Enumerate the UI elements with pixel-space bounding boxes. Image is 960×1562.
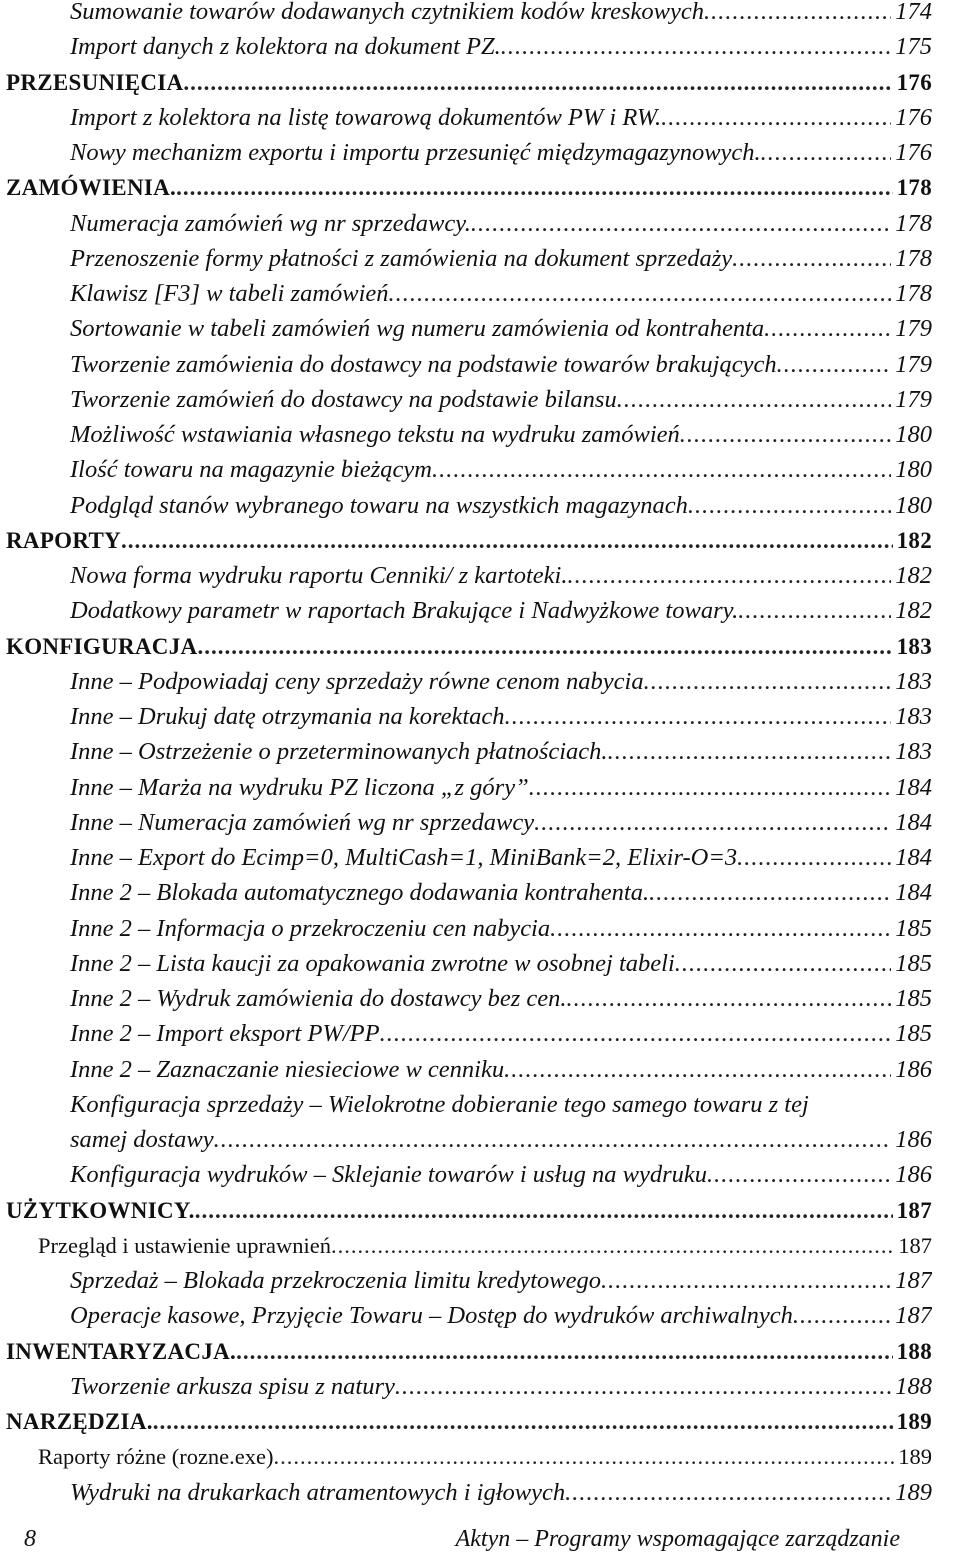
toc-entry[interactable] <box>0 1052 960 1087</box>
toc-entry[interactable] <box>0 276 960 311</box>
toc-leader-dots <box>675 946 891 981</box>
toc-entry[interactable] <box>0 206 960 241</box>
toc-entry-title: Przegląd i ustawienie uprawnień <box>38 1232 332 1258</box>
toc-entry[interactable] <box>0 946 960 981</box>
toc-leader-dots <box>121 523 893 558</box>
toc-entry-title: Inne 2 – Import eksport PW/PP <box>70 1020 380 1048</box>
toc-section-entry[interactable] <box>0 523 960 558</box>
toc-entry-page: 176 <box>895 139 932 166</box>
toc-leader-dots <box>153 1404 893 1439</box>
toc-leader-dots <box>688 488 891 523</box>
toc-entry-page: 184 <box>895 879 932 907</box>
toc-entry-page: 185 <box>895 1020 932 1048</box>
toc-entry-page: 179 <box>895 385 932 413</box>
toc-entry-page: 184 <box>895 844 932 871</box>
toc-leader-dots <box>183 65 892 100</box>
toc-leader-dots <box>529 770 892 805</box>
toc-entry-title: Sprzedaż – Blokada przekroczenia limitu kredytowego <box>70 1267 601 1294</box>
toc-entry-page: 179 <box>895 350 932 378</box>
toc-entry-title: RAPORTY <box>6 527 122 553</box>
toc-entry-title: Nowy mechanizm exportu i importu przesunięć międzymagazynowych. <box>70 139 761 166</box>
toc-leader-dots <box>395 1369 891 1404</box>
toc-leader-dots <box>680 417 891 452</box>
toc-entry-page: 185 <box>895 985 932 1012</box>
toc-leader-dots <box>777 347 892 382</box>
toc-entry-title: Inne 2 – Zaznaczanie niesieciowe w cenniku <box>70 1055 505 1083</box>
toc-leader-dots <box>601 1263 891 1298</box>
toc-entry[interactable] <box>0 452 960 487</box>
toc-entry-title: Inne 2 – Wydruk zamówienia do dostawcy bez cen. <box>70 985 567 1012</box>
toc-entry-page: 180 <box>895 421 932 448</box>
toc-leader-dots <box>432 452 891 487</box>
toc-entry-title: Ilość towaru na magazynie bieżącym <box>70 456 432 484</box>
toc-entry-page: 186 <box>895 1161 932 1189</box>
toc-leader-dots <box>504 1052 891 1087</box>
toc-entry[interactable] <box>0 1369 960 1404</box>
toc-entry-page: 182 <box>895 597 932 625</box>
toc-entry-page: 182 <box>895 562 932 589</box>
toc-entry-page: 176 <box>895 103 932 131</box>
toc-entry-page: 180 <box>895 456 932 484</box>
toc-leader-dots <box>608 734 892 769</box>
toc-section-entry[interactable] <box>0 1193 960 1228</box>
toc-entry[interactable] <box>0 911 960 946</box>
toc-leader-dots <box>661 100 891 135</box>
toc-entry-page: 185 <box>895 914 932 942</box>
toc-entry-title: samej dostawy <box>70 1126 214 1153</box>
toc-entry-title: Tworzenie zamówienia do dostawcy na podstawie towarów brakujących <box>70 350 777 378</box>
toc-entry-page: 187 <box>898 1232 932 1258</box>
toc-entry-page: 184 <box>895 773 932 801</box>
toc-leader-dots <box>565 1475 891 1510</box>
toc-entry-title: Inne 2 – Blokada automatycznego dodawania kontrahenta. <box>70 879 650 907</box>
toc-entry[interactable] <box>0 875 960 910</box>
toc-entry-title: Klawisz [F3] w tabeli zamówień <box>70 280 389 307</box>
toc-entry-title: Przenoszenie formy płatności z zamówienia na dokument sprzedaży <box>70 244 733 272</box>
toc-entry-title: Raporty różne (rozne.exe) <box>38 1444 274 1470</box>
toc-entry-title: Import z kolektora na listę towarową dokumentów PW i RW. <box>70 103 662 131</box>
toc-entry[interactable] <box>0 699 960 734</box>
toc-entry-page: 189 <box>898 1444 932 1470</box>
toc-leader-dots <box>214 1122 892 1157</box>
toc-entry[interactable] <box>0 805 960 840</box>
toc-entry-title: Sortowanie w tabeli zamówień wg numeru zamówienia od kontrahenta <box>70 315 765 343</box>
toc-entry[interactable] <box>0 1475 960 1510</box>
toc-leader-dots <box>501 29 892 64</box>
toc-entry-page: 180 <box>895 491 932 519</box>
toc-leader-dots <box>649 875 891 910</box>
toc-entry-page: 178 <box>896 175 932 201</box>
toc-entry[interactable] <box>0 734 960 769</box>
toc-entry-title: Inne – Export do Ecimp=0, MultiCash=1, MiniBank=2, Elixir-O=3 <box>70 844 738 871</box>
toc-entry-title: INWENTARYZACJA. <box>6 1338 237 1364</box>
toc-entry-title: Inne – Podpowiadaj ceny sprzedaży równe cenom nabycia <box>70 667 644 695</box>
toc-section-entry[interactable] <box>0 629 960 664</box>
toc-entry-title: PRZESUNIĘCIA <box>6 69 184 95</box>
toc-entry-page: 183 <box>895 738 932 766</box>
footer-title: Aktyn – Programy wspomagające zarządzanie <box>455 1526 900 1552</box>
toc-entry-title: Inne – Numeracja zamówień wg nr sprzedawcy <box>70 808 535 836</box>
toc-leader-dots <box>738 593 891 628</box>
toc-entry-title: Operacje kasowe, Przyjęcie Towaru – Dostęp do wydruków archiwalnych <box>70 1302 793 1330</box>
toc-entry[interactable] <box>0 1298 960 1333</box>
toc-section-entry[interactable] <box>0 1404 960 1439</box>
toc-entry-page: 178 <box>895 280 932 307</box>
toc-entry-page: 174 <box>895 0 932 25</box>
toc-entry-page: 176 <box>896 69 932 95</box>
toc-leader-dots <box>471 206 891 241</box>
toc-entry[interactable] <box>0 1016 960 1051</box>
toc-entry-page: 185 <box>895 949 932 977</box>
toc-leader-dots <box>644 664 892 699</box>
toc-leader-dots <box>389 276 892 311</box>
toc-entry[interactable] <box>0 1157 960 1192</box>
toc-entry[interactable] <box>0 1439 960 1474</box>
toc-entry-title: Wydruki na drukarkach atramentowych i igłowych <box>70 1478 566 1506</box>
toc-entry-page: 187 <box>896 1197 932 1223</box>
toc-entry-title: ZAMÓWIENIA. <box>6 175 177 201</box>
toc-leader-dots <box>567 558 891 593</box>
toc-entry-page: 182 <box>896 527 932 553</box>
toc-section-entry[interactable] <box>0 170 960 205</box>
toc-entry-title: Konfiguracja sprzedaży – Wielokrotne dobieranie tego samego towaru z tej <box>70 1090 809 1118</box>
toc-entry[interactable] <box>0 100 960 135</box>
toc-section-entry[interactable] <box>0 65 960 100</box>
toc-entry[interactable] <box>0 1087 960 1122</box>
toc-entry[interactable] <box>0 558 960 593</box>
toc-leader-dots <box>176 170 893 205</box>
toc-entry-title: Import danych z kolektora na dokument PZ. <box>70 33 501 61</box>
toc-entry-page: 178 <box>895 244 932 272</box>
toc-leader-dots <box>380 1016 892 1051</box>
toc-entry-page: 187 <box>895 1302 932 1330</box>
toc-entry[interactable] <box>0 417 960 452</box>
toc-leader-dots <box>331 1228 894 1263</box>
toc-section-entry[interactable] <box>0 1334 960 1369</box>
toc-leader-dots <box>236 1334 893 1369</box>
toc-entry[interactable] <box>0 840 960 875</box>
toc-entry-title: KONFIGURACJA <box>6 633 198 659</box>
toc-entry-page: 175 <box>895 33 932 61</box>
toc-entry[interactable] <box>0 981 960 1016</box>
footer-page-number: 8 <box>24 1526 36 1552</box>
toc-entry[interactable] <box>0 135 960 170</box>
toc-leader-dots <box>707 1157 891 1192</box>
toc-entry[interactable] <box>0 593 960 628</box>
toc-entry-title: Sumowanie towarów dodawanych czytnikiem kodów kreskowych <box>70 0 704 25</box>
toc-entry[interactable] <box>0 770 960 805</box>
toc-entry[interactable] <box>0 1122 960 1157</box>
toc-entry-page: 189 <box>895 1478 932 1506</box>
toc-entry-title: Dodatkowy parametr w raportach Brakujące i Nadwyżkowe towary. <box>70 597 739 625</box>
toc-entry-page: 183 <box>895 703 932 730</box>
toc-entry[interactable] <box>0 0 960 29</box>
toc-entry[interactable] <box>0 241 960 276</box>
toc-leader-dots <box>617 382 892 417</box>
toc-entry-title: Inne – Ostrzeżenie o przeterminowanych płatnościach. <box>70 738 608 766</box>
toc-leader-dots <box>195 1193 893 1228</box>
toc-entry-page: 178 <box>895 209 932 237</box>
toc-leader-dots <box>761 135 892 170</box>
toc-entry-page: 188 <box>896 1338 932 1364</box>
toc-entry[interactable] <box>0 1263 960 1298</box>
toc-leader-dots <box>274 1439 895 1474</box>
toc-entry-title: Nowa forma wydruku raportu Cenniki/ z kartoteki. <box>70 562 568 589</box>
toc-entry-title: Inne 2 – Lista kaucji za opakowania zwrotne w osobnej tabeli <box>70 949 675 977</box>
toc-leader-dots <box>732 241 891 276</box>
toc-entry[interactable] <box>0 382 960 417</box>
toc-leader-dots <box>737 840 891 875</box>
toc-entry-page: 183 <box>895 667 932 695</box>
toc-entry-title: Możliwość wstawiania własnego tekstu na wydruku zamówień <box>70 421 680 448</box>
toc-entry-page: 183 <box>896 633 932 659</box>
page-footer <box>0 1522 960 1562</box>
toc-entry[interactable] <box>0 488 960 523</box>
toc-entry-title: UŻYTKOWNICY. <box>6 1197 195 1223</box>
toc-entry[interactable] <box>0 664 960 699</box>
toc-entry-title: NARZĘDZIA. <box>6 1409 153 1434</box>
toc-entry-title: Tworzenie arkusza spisu z natury <box>70 1372 395 1400</box>
toc-leader-dots <box>567 981 892 1016</box>
toc-entry-title: Podgląd stanów wybranego towaru na wszystkich magazynach <box>70 491 688 519</box>
toc-entry[interactable] <box>0 1228 960 1263</box>
toc-leader-dots <box>793 1298 891 1333</box>
toc-entry[interactable] <box>0 347 960 382</box>
toc-entry[interactable] <box>0 311 960 346</box>
toc-leader-dots <box>505 699 892 734</box>
toc-entry-title: Konfiguracja wydruków – Sklejanie towarów i usług na wydruku <box>70 1161 707 1189</box>
toc-leader-dots <box>534 805 891 840</box>
toc-entry-title: Inne 2 – Informacja o przekroczeniu cen nabycia <box>70 914 551 942</box>
toc-entry-page: 186 <box>895 1055 932 1083</box>
toc-entry-page: 179 <box>895 315 932 343</box>
toc-entry-page: 184 <box>895 808 932 836</box>
toc-leader-dots <box>704 0 891 29</box>
toc-entry-title: Inne – Drukuj datę otrzymania na korektach <box>70 703 505 730</box>
toc-entry-title: Inne – Marża na wydruku PZ liczona „z góry” <box>70 773 529 801</box>
toc-entry-page: 188 <box>895 1372 932 1400</box>
toc-entry[interactable] <box>0 29 960 64</box>
toc-leader-dots <box>764 311 891 346</box>
toc-entry-page: 187 <box>895 1267 932 1294</box>
toc-entry-page: 186 <box>895 1126 932 1153</box>
toc-entry-title: Tworzenie zamówień do dostawcy na podstawie bilansu <box>70 385 617 413</box>
toc-entry-page: 189 <box>896 1409 932 1434</box>
toc-entry-title: Numeracja zamówień wg nr sprzedawcy. <box>70 209 471 237</box>
toc-leader-dots <box>197 629 892 664</box>
toc-leader-dots <box>550 911 891 946</box>
